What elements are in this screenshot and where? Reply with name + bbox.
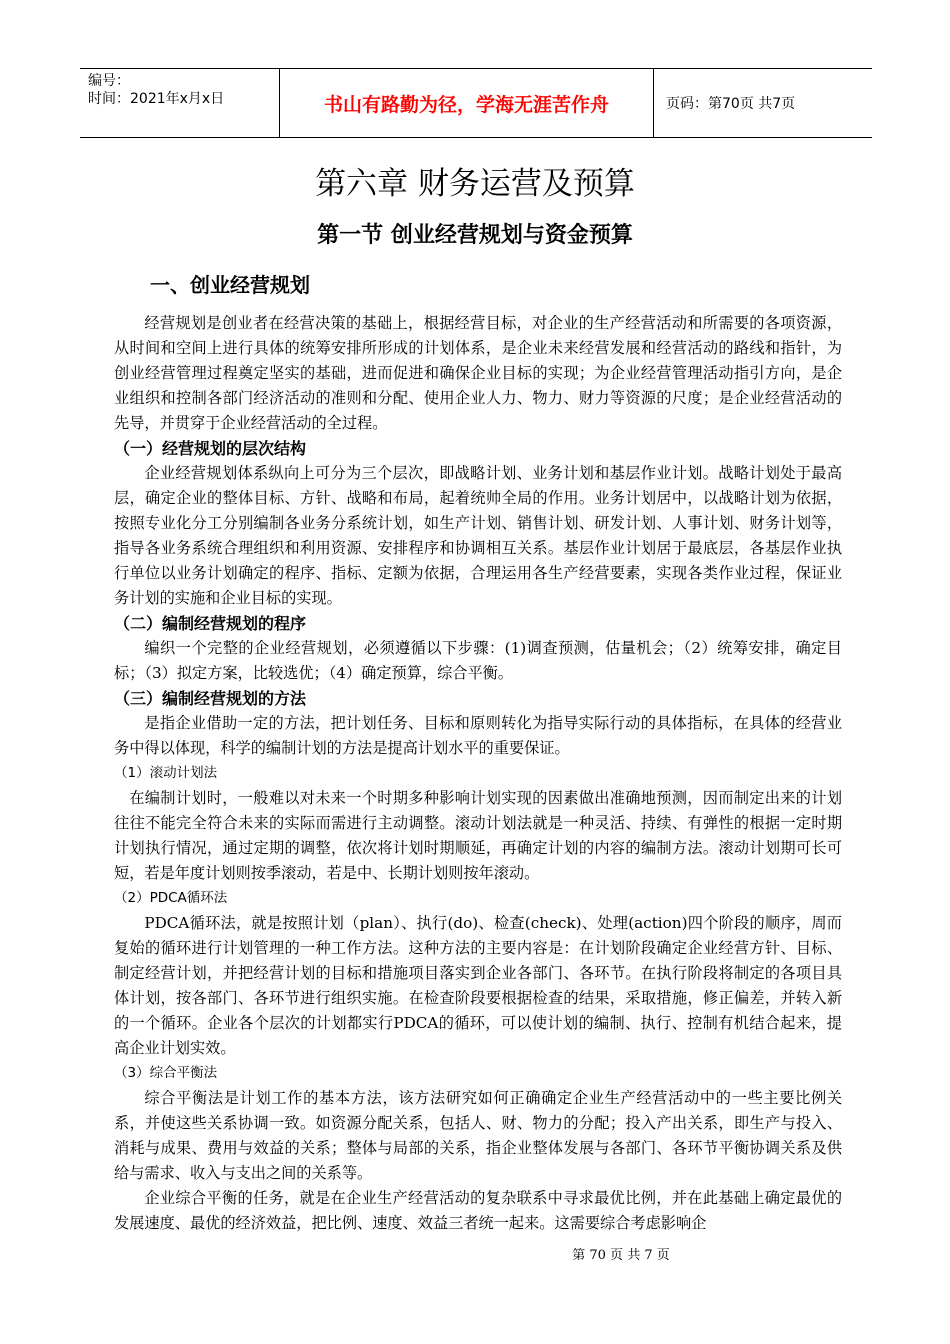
page-footer: 第 70 页 共 7 页 bbox=[572, 1248, 670, 1263]
heading-methods: （三）编制经营规划的方法 bbox=[114, 689, 307, 708]
heading-structure: （一）经营规划的层次结构 bbox=[114, 439, 307, 458]
header-motto: 书山有路勤为径，学海无涯苦作舟 bbox=[280, 69, 654, 137]
document-body bbox=[114, 270, 842, 1236]
header-info bbox=[80, 69, 280, 137]
date-label: 时间：2021年x月x日 bbox=[88, 91, 225, 107]
header-table bbox=[80, 68, 872, 138]
heading-procedure: （二）编制经营规划的程序 bbox=[114, 614, 307, 633]
heading-balance: （3）综合平衡法 bbox=[114, 1065, 218, 1081]
paragraph-rolling-plan: 在编制计划时，一般难以对未来一个时期多种影响计划实现的因素做出准确地预测，因而制定出来的计划往往不能完全符合未来的实际而需进行主动调整。滚动计划法就是一种灵活、持续、有弹性的根据一定时期计划执行情况，通过定期的调整，依次将计划时期顺延，再确定计划的内容的编制方法。滚动计划期可长可短，若是年度计划则按季滚动，若是中、长期计划则按年滚动。 bbox=[114, 789, 842, 882]
paragraph-methods: 是指企业借助一定的方法，把计划任务、目标和原则转化为指导实际行动的具体指标，在具体的经营业务中得以体现，科学的编制计划的方法是提高计划水平的重要保证。 bbox=[114, 714, 842, 757]
heading-rolling-plan: （1）滚动计划法 bbox=[114, 765, 218, 781]
heading-planning: 一、创业经营规划 bbox=[150, 273, 310, 297]
section-title: 第一节 创业经营规划与资金预算 bbox=[317, 223, 633, 248]
paragraph-balance-2: 企业综合平衡的任务，就是在企业生产经营活动的复杂联系中寻求最优比例，并在此基础上确定最优的发展速度、最优的经济效益，把比例、速度、效益三者统一起来。这需要综合考虑影响企 bbox=[114, 1189, 842, 1232]
paragraph-intro: 经营规划是创业者在经营决策的基础上，根据经营目标，对企业的生产经营活动和所需要的各项资源，从时间和空间上进行具体的统筹安排所形成的计划体系，是企业未来经营发展和经营活动的路线和指针，为创业经营管理过程奠定坚实的基础，进而促进和确保企业目标的实现；为企业经营管理活动指引方向，是企业组织和控制各部门经济活动的准则和分配、使用企业人力、物力、财力等资源的尺度；是企业经营活动的先导，并贯穿于企业经营活动的全过程。 bbox=[114, 314, 842, 432]
paragraph-procedure: 编织一个完整的企业经营规划，必须遵循以下步骤：(1)调查预测，估量机会；（2）统筹安排，确定目标；（3）拟定方案，比较选优；（4）确定预算，综合平衡。 bbox=[114, 639, 842, 682]
header-page-label: 页码：第70页 共7页 bbox=[666, 96, 796, 112]
paragraph-balance-1: 综合平衡法是计划工作的基本方法，该方法研究如何正确确定企业生产经营活动中的一些主要比例关系，并使这些关系协调一致。如资源分配关系，包括人、财、物力的分配；投入产出关系，即生产与投入、消耗与成果、费用与效益的关系；整体与局部的关系，指企业整体发展与各部门、各环节平衡协调关系及供给与需求、收入与支出之间的关系等。 bbox=[114, 1089, 842, 1182]
heading-pdca: （2）PDCA循环法 bbox=[114, 890, 228, 906]
chapter-title: 第六章 财务运营及预算 bbox=[315, 166, 635, 202]
number-label: 编号： bbox=[88, 73, 130, 89]
paragraph-structure: 企业经营规划体系纵向上可分为三个层次，即战略计划、业务计划和基层作业计划。战略计划处于最高层，确定企业的整体目标、方针、战略和布局，起着统帅全局的作用。业务计划居中，以战略计划为依据，按照专业化分工分别编制各业务分系统计划，如生产计划、销售计划、研发计划、人事计划、财务计划等，指导各业务系统合理组织和利用资源、安排程序和协调相互关系。基层作业计划居于最底层，各基层作业执行单位以业务计划确定的程序、指标、定额为依据，合理运用各生产经营要素，实现各类作业过程，保证业务计划的实施和企业目标的实现。 bbox=[114, 464, 842, 607]
paragraph-pdca: PDCA循环法，就是按照计划（plan）、执行(do)、检查(check)、处理(action)四个阶段的顺序，周而复始的循环进行计划管理的一种工作方法。这种方法的主要内容是：在计划阶段确定企业经营方针、目标、制定经营计划，并把经营计划的目标和措施项目落实到企业各部门、各环节。在执行阶段将制定的各项目具体计划，按各部门、各环节进行组织实施。在检查阶段要根据检查的结果，采取措施，修正偏差，并转入新的一个循环。企业各个层次的计划都实行PDCA的循环，可以使计划的编制、执行、控制有机结合起来，提高企业计划实效。 bbox=[114, 914, 842, 1057]
